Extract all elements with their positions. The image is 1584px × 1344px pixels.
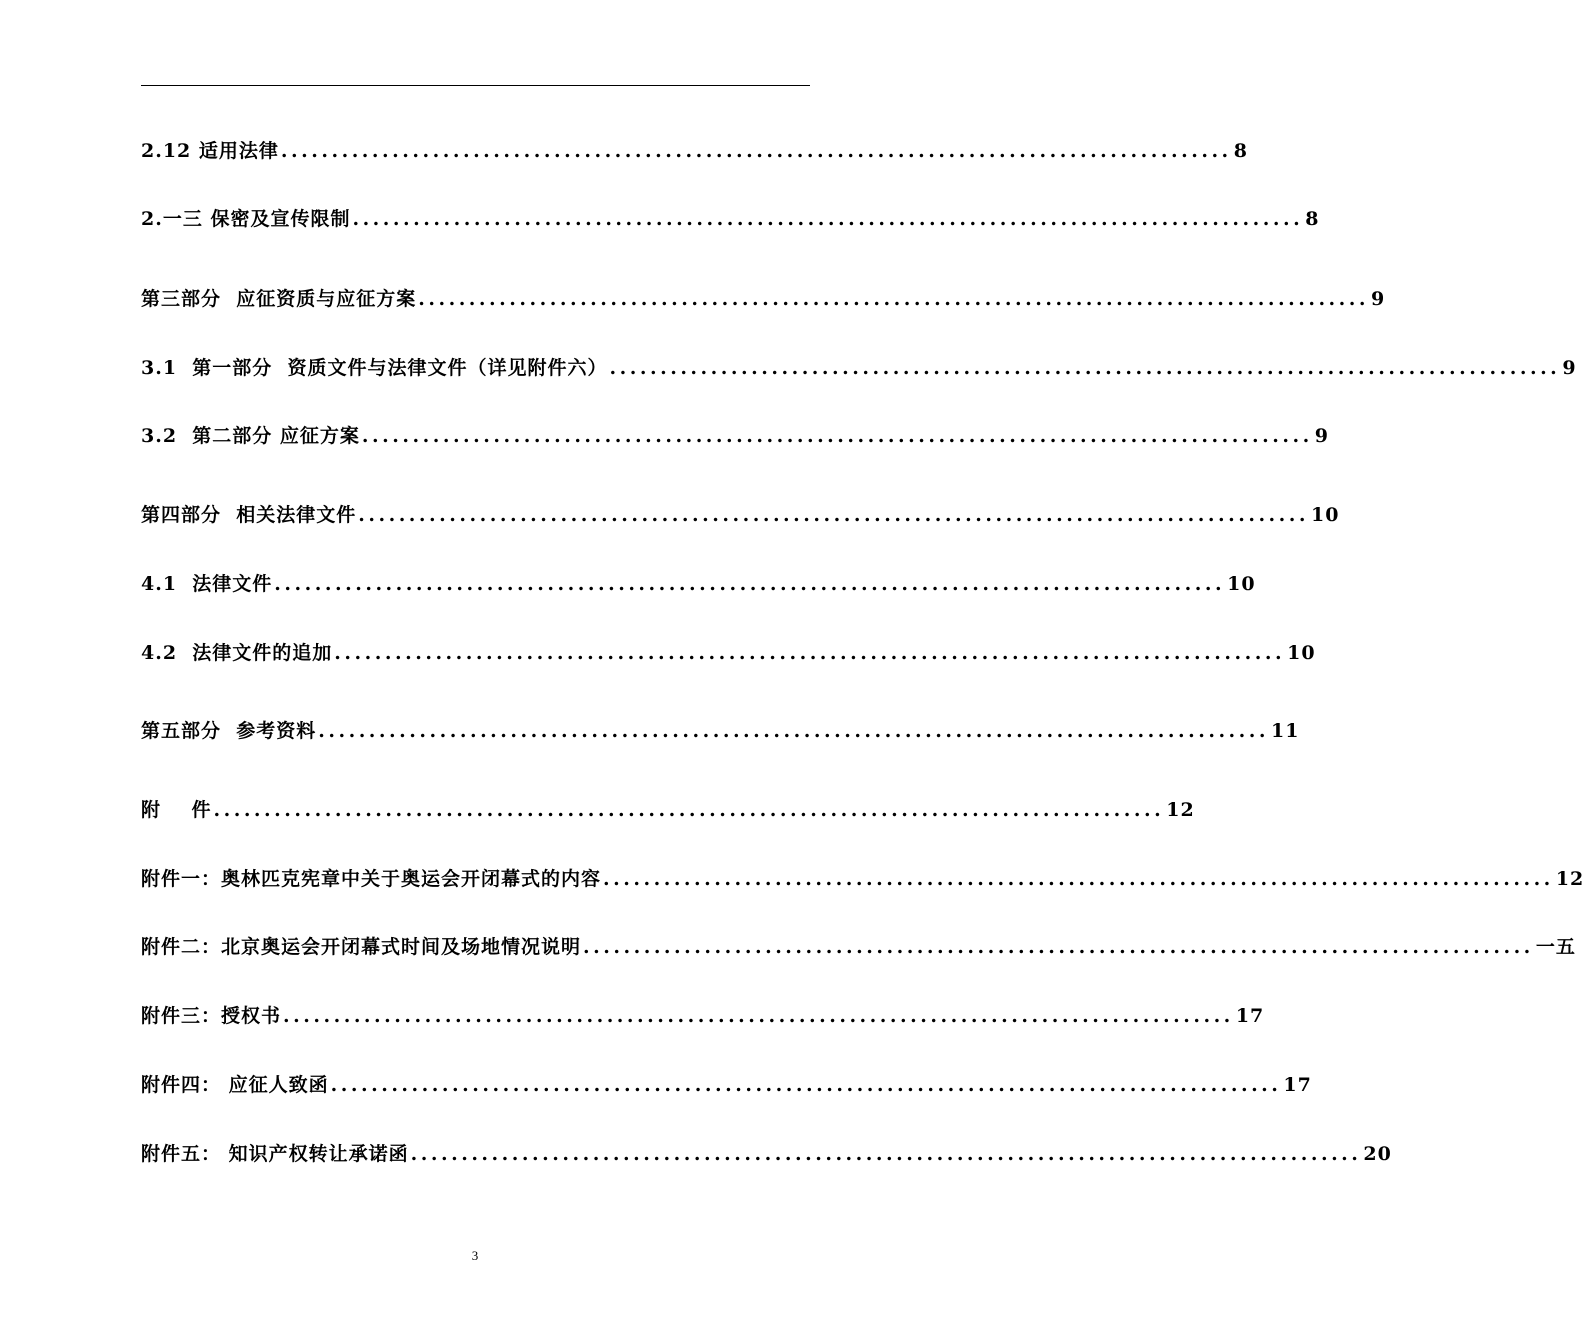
toc-entry[interactable] xyxy=(141,1001,1265,1031)
toc-entry-page: 9 xyxy=(1371,288,1386,310)
toc-entry-page: 10 xyxy=(1227,573,1256,595)
toc-dot-leader: .............................................................................................. xyxy=(213,799,1165,821)
toc-entry-title: 第三部分 应征资质与应征方案 xyxy=(141,288,417,310)
toc-entry[interactable] xyxy=(141,864,1584,894)
toc-dot-leader: .............................................................................................. xyxy=(583,936,1534,958)
toc-entry-title: 4.1 法律文件 xyxy=(141,573,273,595)
table-of-contents xyxy=(141,0,1584,1240)
toc-dot-leader: .............................................................................................. xyxy=(274,573,1226,595)
toc-entry-page: 9 xyxy=(1314,425,1329,447)
toc-entry-page: 9 xyxy=(1562,357,1577,379)
toc-dot-leader: .............................................................................................. xyxy=(410,1143,1362,1165)
toc-entry-page: 一五 xyxy=(1535,936,1576,958)
toc-entry[interactable] xyxy=(141,500,1340,530)
toc-dot-leader: .............................................................................................. xyxy=(318,720,1270,742)
toc-entry-title: 附 件 xyxy=(141,799,212,821)
toc-entry-page: 12 xyxy=(1166,799,1195,821)
toc-entry[interactable] xyxy=(141,795,1195,825)
toc-entry[interactable] xyxy=(141,932,1576,962)
toc-entry[interactable] xyxy=(141,1070,1312,1100)
toc-entry-title: 附件三：授权书 xyxy=(141,1005,282,1027)
toc-entry-title: 第五部分 参考资料 xyxy=(141,720,317,742)
toc-entry-page: 17 xyxy=(1235,1005,1265,1027)
toc-entry[interactable] xyxy=(141,716,1300,746)
toc-entry-title: 3.1 第一部分 资质文件与法律文件（详见附件六） xyxy=(141,357,608,379)
toc-entry-title: 2.一三 保密及宣传限制 xyxy=(141,208,351,230)
toc-entry-title: 附件二：北京奥运会开闭幕式时间及场地情况说明 xyxy=(141,936,582,958)
toc-entry[interactable] xyxy=(141,353,1577,383)
toc-dot-leader: .............................................................................................. xyxy=(280,140,1232,162)
toc-dot-leader: .............................................................................................. xyxy=(352,208,1304,230)
toc-entry[interactable] xyxy=(141,638,1316,668)
toc-entry-page: 10 xyxy=(1311,504,1340,526)
toc-entry[interactable] xyxy=(141,569,1256,599)
toc-entry-title: 4.2 法律文件的追加 xyxy=(141,642,333,664)
toc-dot-leader: .............................................................................................. xyxy=(334,642,1286,664)
toc-entry-title: 第四部分 相关法律文件 xyxy=(141,504,357,526)
toc-dot-leader: .............................................................................................. xyxy=(358,504,1310,526)
toc-dot-leader: .............................................................................................. xyxy=(330,1074,1282,1096)
toc-entry-title: 3.2 第二部分 应征方案 xyxy=(141,425,360,447)
toc-entry-title: 附件四： 应征人致函 xyxy=(141,1074,329,1096)
toc-entry[interactable] xyxy=(141,136,1248,166)
toc-entry[interactable] xyxy=(141,284,1386,314)
toc-entry-page: 10 xyxy=(1287,642,1316,664)
toc-entry-page: 8 xyxy=(1305,208,1320,230)
toc-entry-page: 12 xyxy=(1555,868,1584,890)
toc-dot-leader: .............................................................................................. xyxy=(418,288,1370,310)
toc-entry[interactable] xyxy=(141,421,1329,451)
toc-dot-leader: .............................................................................................. xyxy=(603,868,1554,890)
toc-entry[interactable] xyxy=(141,1139,1392,1169)
toc-entry[interactable] xyxy=(141,204,1320,234)
toc-dot-leader: .............................................................................................. xyxy=(609,357,1561,379)
toc-dot-leader: .............................................................................................. xyxy=(283,1005,1234,1027)
page-number: 3 xyxy=(471,1248,479,1263)
toc-entry-page: 20 xyxy=(1363,1143,1392,1165)
toc-entry-page: 8 xyxy=(1233,140,1248,162)
toc-dot-leader: .............................................................................................. xyxy=(361,425,1313,447)
toc-entry-title: 2.12 适用法律 xyxy=(141,140,279,162)
toc-entry-page: 11 xyxy=(1271,720,1300,742)
toc-entry-page: 17 xyxy=(1283,1074,1312,1096)
toc-entry-title: 附件五： 知识产权转让承诺函 xyxy=(141,1143,409,1165)
toc-entry-title: 附件一：奥林匹克宪章中关于奥运会开闭幕式的内容 xyxy=(141,868,602,890)
